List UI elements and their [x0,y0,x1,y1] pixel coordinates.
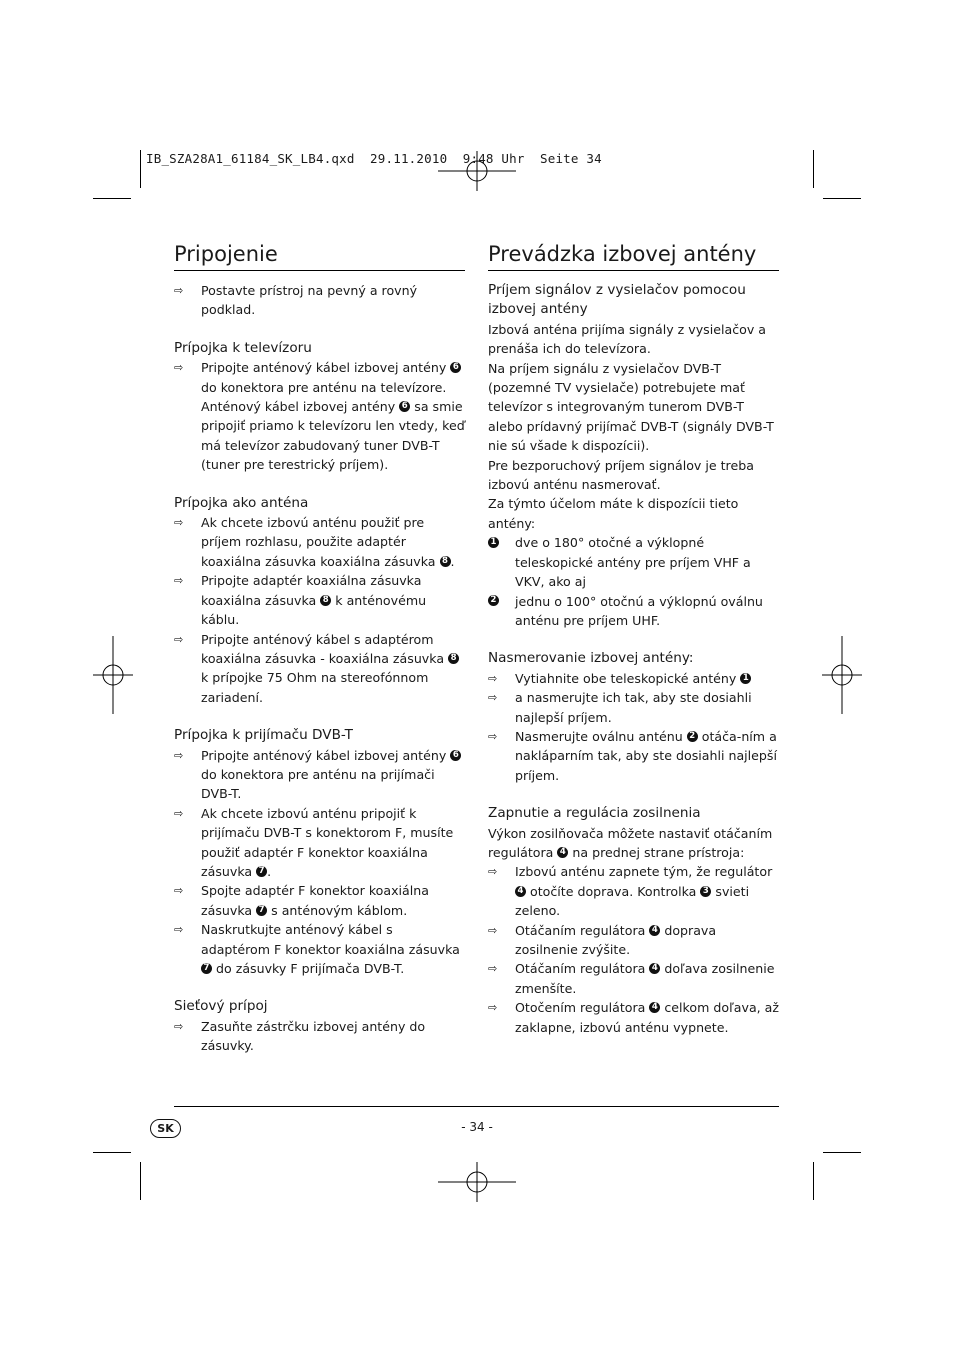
number-badge: 8 [320,595,331,606]
arrow-bullet-icon: ⇨ [174,632,184,646]
list-item: ⇨ Vytiahnite obe teleskopické antény 1 [488,669,779,688]
number-badge: 7 [201,963,212,974]
number-badge: 1 [488,537,499,548]
list-item: ⇨ Pripojte anténový kábel izbovej antény 6 do konektora pre anténu na prijímači DVB-T. [174,746,465,804]
arrow-bullet-icon: ⇨ [174,806,184,820]
list-item: ⇨ Izbovú anténu zapnete tým, že regulátor 4 otočíte doprava. Kontrolka 3 svieti zeleno. [488,864,773,919]
arrow-bullet-icon: ⇨ [488,1001,498,1015]
list-item: ⇨ Postavte prístroj na pevný a rovný podklad. [174,283,418,318]
crop-mark [93,198,131,199]
list-item: ⇨ Otočením regulátora 4 celkom doľava, až zaklapne, izbovú anténu vypnete. [488,1000,780,1035]
arrow-bullet-icon: ⇨ [174,1019,184,1033]
number-badge: 7 [256,866,267,877]
registration-mark-icon [93,636,133,714]
subsection-heading: Zapnutie a regulácia zosilnenia [488,805,701,822]
list-item: ⇨ Otáčaním regulátora 4 doľava zosilnenie zmenšíte. [488,961,775,996]
section-title: Prevádzka izbovej antény [488,241,779,271]
paragraph: Izbová anténa prijíma signály z vysielačov a prenáša ich do televízora. [488,321,766,357]
number-badge: 4 [649,925,660,936]
arrow-bullet-icon: ⇨ [488,671,498,685]
crop-mark [813,1162,814,1200]
numbered-item: 1 dve o 180° otočné a výklopné teleskopické antény pre príjem VHF a VKV, ako aj [488,533,779,591]
number-badge: 4 [557,847,568,858]
arrow-bullet-icon: ⇨ [488,923,498,937]
language-badge: SK [150,1119,181,1138]
list-item: ⇨ Pripojte anténový kábel izbovej antény 6 do konektora pre anténu na televízore. Anténový kábel izbovej antény 6 sa smie pripojiť priamo k televízoru len vtedy, keď má televízor zabudovaný tuner DVB-T (tuner pre terestrický príjem). [174,360,465,473]
list-item: ⇨ Naskrutkujte anténový kábel s adaptérom F konektor koaxiálna zásuvka 7 do zásuvky F prijímača DVB-T. [174,922,460,976]
list-item: ⇨ Pripojte anténový kábel s adaptérom koaxiálna zásuvka - koaxiálna zásuvka 8 k prípojke 75 Ohm na stereofónnom zariadení. [174,630,465,708]
list-item: ⇨ Ak chcete izbovú anténu použiť pre príjem rozhlasu, použite adaptér koaxiálna zásuvka koaxiálna zásuvka 8 . [174,515,455,569]
arrow-bullet-icon: ⇨ [488,729,498,743]
list-item: ⇨ Zasuňte zástrčku izbovej antény do zásuvky. [174,1018,426,1054]
arrow-bullet-icon: ⇨ [488,691,498,705]
number-badge: 7 [256,905,267,916]
arrow-bullet-icon: ⇨ [174,361,184,375]
number-badge: 3 [700,886,711,897]
subsection-heading: Prípojka k televízoru [174,339,312,356]
crop-mark [823,1152,861,1153]
list-item: ⇨ Spojte adaptér F konektor koaxiálna zásuvka 7 s anténovým káblom. [174,883,429,918]
list-item: ⇨ Pripojte adaptér koaxiálna zásuvka koaxiálna zásuvka 8 k anténovému káblu. [174,573,427,628]
number-badge: 6 [399,401,410,412]
arrow-bullet-icon: ⇨ [488,962,498,976]
number-badge: 4 [649,963,660,974]
arrow-bullet-icon: ⇨ [174,574,184,588]
list-item: ⇨ a nasmerujte ich tak, aby ste dosiahli najlepší príjem. [488,690,752,725]
subsection-heading: Prípojka k prijímaču DVB-T [174,727,353,744]
crop-mark [813,150,814,188]
arrow-bullet-icon: ⇨ [174,923,184,937]
arrow-bullet-icon: ⇨ [488,865,498,879]
arrow-bullet-icon: ⇨ [174,284,184,297]
page-number: - 34 - [461,1120,493,1134]
number-badge: 6 [450,362,461,373]
right-column [488,241,779,1037]
footer-rule [174,1106,779,1107]
number-badge: 4 [649,1002,660,1013]
subsection-heading: Prípojka ako anténa [174,494,309,511]
number-badge: 1 [740,673,751,684]
number-badge: 2 [488,595,499,606]
registration-mark-icon [822,636,862,714]
arrow-bullet-icon: ⇨ [174,884,184,898]
paragraph: Na príjem signálu z vysielačov DVB-T (pozemné TV vysielače) potrebujete mať televízor s integrovaným tunerom DVB-T alebo prídavný prijímač DVB-T (signály DVB-T nie sú všade k dispozícii). [488,360,774,454]
list-item: ⇨ Nasmerujte oválnu anténu 2 otáča-ním a nakláparním tak, aby ste dosiahli najlepší príjem. [488,728,777,783]
subsection-heading: Nasmerovanie izbovej antény: [488,650,694,667]
number-badge: 2 [687,731,698,742]
crop-mark [140,1162,141,1200]
print-slug: IB_SZA28A1_61184_SK_LB4.qxd 29.11.2010 9:48 Uhr Seite 34 [146,151,602,166]
list-item: ⇨ Otáčaním regulátora 4 doprava zosilnenie zvýšite. [488,922,717,957]
number-badge: 6 [450,750,461,761]
paragraph: Pre bezporuchový príjem signálov je treba izbovú anténu nasmerovať. [488,457,754,493]
number-badge: 8 [440,556,451,567]
arrow-bullet-icon: ⇨ [174,748,184,762]
subsection-heading: Príjem signálov z vysielačov pomocou izbovej antény [488,282,746,318]
number-badge: 8 [448,653,459,664]
paragraph: Výkon zosilňovača môžete nastaviť otáčaním regulátora 4 na prednej strane prístroja: [488,825,773,860]
paragraph: Za týmto účelom máte k dispozícii tieto antény: [488,496,739,531]
list-item: ⇨ Ak chcete izbovú anténu pripojiť k prijímaču DVB-T s konektorom F, musíte použiť adaptér F konektor koaxiálna zásuvka 7 . [174,805,454,879]
arrow-bullet-icon: ⇨ [174,516,184,530]
crop-mark [823,198,861,199]
number-badge: 4 [515,886,526,897]
crop-mark [93,1152,131,1153]
numbered-item: 2 jednu o 100° otočnú a výklopnú oválnu anténu pre príjem UHF. [488,592,779,631]
section-title: Pripojenie [174,241,465,271]
registration-mark-icon [438,1162,516,1202]
crop-mark [140,150,141,188]
subsection-heading: Sieťový prípoj [174,998,268,1015]
left-column [174,241,465,1056]
